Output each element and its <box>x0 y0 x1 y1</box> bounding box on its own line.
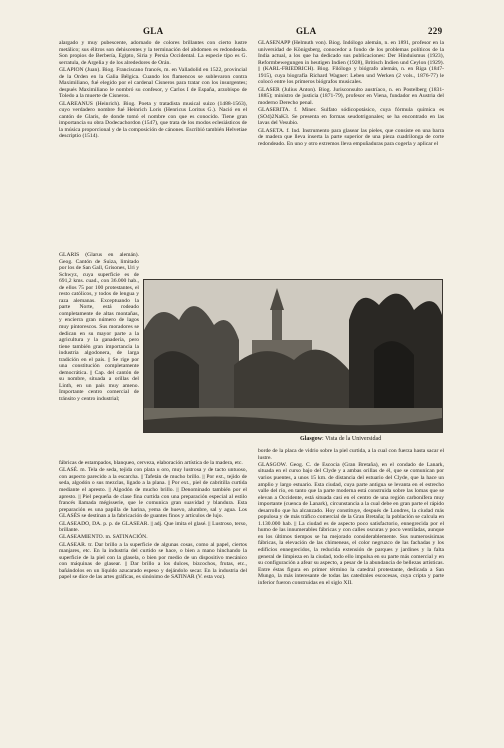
caption-text: : Vista de la Universidad <box>322 436 382 442</box>
entry-glaris-tail: fábricas de estampados, blanqueo, cerveza, elaboración artística de la madera, etc. <box>59 460 243 466</box>
university-photo <box>143 279 443 433</box>
right-column-bottom <box>258 448 444 734</box>
right-column-top <box>258 40 444 276</box>
left-column-narrow <box>59 252 139 458</box>
entry-glaris: GLARIS (Glarus en alemán). Geog. Cantón de Suiza, limitado por los de San Gall, Grisones, Uri y Schwyz, cuya superficie es de 691,2 kms. cuad., con 36.000 hab., de ellos 75 por 100 protestantes, el resto católicos, y todos de lengua y raza alemanas. Exceptuando la parte Norte, está rodeado completamente de altas montañas, y encierra gran número de lagos muy pintorescos. Sus moradores se dedican en su mayor parte a la agricultura y la ganadería, pero tiene también gran importancia la industria algodonera, de larga tradición en el país. || Se rige por una constitución completamente democrática. || Cap. del cantón de su nombre, situada a orillas del Linth, en un país muy ameno. Importante centro comercial de tránsito y centro industrial; <box>59 252 139 403</box>
entry-glaser: GLASER (Julius Anton). Biog. Jurisconsulto austríaco, n. en Postelberg (1831-1885); ministro de justicia (1871-79), profesor en Viena, fundador en Austria del moderno Derecho penal. <box>258 86 444 106</box>
page-number: 229 <box>428 26 443 36</box>
entry-glareanus: GLAREANUS (Heinrich). Biog. Poeta y tratadista musical suizo (1488-1563), cuyo verdadero nombre fué Heinrich Loris (Henricus Loritus G.). Nació en el cantón de Glaris, de donde tomó el nombre con que es conocido. Tiene gran importancia su obra Dodecachordon (1547), que trata de los modos eclesiásticos de la música proporcional y de la composición de cánones. Escribió también Helvetiae descriptio (1514). <box>59 100 247 140</box>
entry-glasenapp: GLASENAPP (Helmuth von). Biog. Indólogo alemán, n. en 1891, profesor en la universidad de Königsberg, conocedor a fondo de los problemas políticos de la India actual, a los que ha dedicado sus publicaciones: Der Hinduismus (1923), Reformbewegungen in heutigen Indien (1928), Britisch Indien und Ceylon (1929). || (KARL-FRIEDRICH). Biog. Filólogo y biógrafo alemán, n. en Riga (1847-1915), cuya biografía Richard Wagner: Leben und Werken (2 vols., 1876-77) le colocó entre los primeros biógrafos musicales. <box>258 40 444 86</box>
figure-caption <box>300 436 381 442</box>
entry-glaseado: GLASEADO, DA. p. p. de GLASEAR. || adj. Que imita el glasé. || Lustroso, terso, brillante. <box>59 520 247 534</box>
entry-glaserita: GLASERITA. f. Miner. Sulfato sódicopotásico, cuya fórmula química es (SO4)2NaK3. Se presenta en formas seudotrigonales; se ha encontrado en las lavas del Vesubio. <box>258 107 444 127</box>
entry-glapion: GLAPION (Juan). Biog. Franciscano francés, m. en Valladolid en 1522, provincial de la Orden en la Galia Bélgica. Cuando los flamencos se sublevaron contra Maximiliano, fué elegido por el cardenal Cisneros para tratar con los insurgentes; después Maximiliano le nombró su confesor, y Carlos I de España, arzobispo de Toledo a la muerte de Cisneros. <box>59 66 247 100</box>
running-head-center: GLA <box>296 26 317 36</box>
caption-place: Glasgow <box>300 436 323 442</box>
university-illustration <box>144 280 442 432</box>
running-head-left: GLA <box>143 26 164 36</box>
entry-glaseta: GLASETA. f. Ind. Instrumento para glasear las pieles, que consiste en una barra de madera que lleva inserta la parte superior de una pieza cuadrilonga de corte redondeado. En uno y otro extremos lleva empuñaduras para cogerla y aplicar el <box>258 127 444 147</box>
entry-glaseamiento: GLASEAMIENTO. m. SATINACIÓN. <box>59 534 148 541</box>
left-column-bottom <box>59 460 247 732</box>
left-column-top <box>59 40 247 252</box>
entry-paragraph: alargado y muy pubescente, adornado de colores brillantes con cierto lustre metálico; sus élitros son dehiscentes y la terminación del abdomen es redondeada. Son propios de Berbería, Egipto, Siria y Persia Occidental. La especie tipo es G. serratula, de Argelia y de los alrededores de Orán. <box>59 40 247 66</box>
entry-glaseta-tail: borde de la placa de vidrio sobre la piel curtida, a la cual con fuerza hasta sacar el lustre. <box>258 448 444 461</box>
entry-glasgow: GLASGOW. Geog. C. de Escocia (Gran Bretaña), en el condado de Lanark, situada en el curso bajo del Clyde y a ambas orillas de él, que se comunican por varios puentes, a unos 15 km. de distancia del estuario del Clyde, que la hace un amplio y largo estuario. Esta ciudad, cuya parte antigua se levanta en el estrecho valle del río, en tanto que la parte moderna está construida sobre las lomas que se elevan a Occidente, está situada casi en el centro de una región carbonífera muy importante (cuenca de Lanark), circunstancia a la cual debe en gran parte el rápido desarrollo que ha alcanzado. Hoy constituye, después de Londres, la ciudad más populosa y de más tráfico comercial de la Gran Bretaña; la población se calcula en 1.130.000 hab. || La ciudad es de aspecto poco satisfactorio, ennegrecida por el humo de las innumerables fábricas y con calles oscuras y poco ventiladas, aunque en los últimos tiempos se ha mejorado considerablemente. Sus numerosísimas fábricas, la elevación de las chimeneas, el color negruzco de las fachadas y los edificios ennegrecidos, la reducida extensión de parques y jardines y la falta general de limpieza en la ciudad, todo ello impulsa en su parte más comercial y en su configuración a afear su aspecto, a pesar de la abundancia de bellezas artísticas. Entre éstas figura en primer término la catedral protestante, dedicada a San Mungo, la más interesante de todas las catedrales escocesas, cuya cripta y parte inferior fueron construidas en el siglo XII. <box>258 461 444 586</box>
entry-glase: GLASÉ. m. Tela de seda, tejida con plata u oro, muy lustrosa y de tacto untuoso, con aspecto parecido a la escarcha. || Tafetán de mucho brillo. || Por ext., tejido de seda, algodón o sus mezclas, ligado a la plana. || Por ext., piel de cabritilla curtida mediante el apresto. || Algodón de mucho brillo. || Denominado también por el apresto. || Piel pequeña de clase fina curtida con una preparación especial al estilo francés llamada mégisserie, que le comunica gran suavidad y blandura. Esta preparación es una papilla de harina, yema de huevo, alumbre, sal y agua. Los GLASÉS se destinan a la fabricación de guantes finos y artículos de lujo. <box>59 467 247 520</box>
entry-glasear: GLASEAR. tr. Dar brillo a la superficie de algunas cosas, como al papel, ciertos manjares, etc. En la industria del curtido se hace, o bien a mano hinchando la superficie de la piel con la glasela, o bien por medio de un dispositivo mecánico con máquinas de glasear. || Dar brillo a los dulces, bizcochos, frutas, etc., bañándolos en un líquido azucarado espeso y dejándolo secar. En la industria del papel se dice de las artes gráficas, es sinónimo de SATINAR (V. esta voz). <box>59 541 247 581</box>
